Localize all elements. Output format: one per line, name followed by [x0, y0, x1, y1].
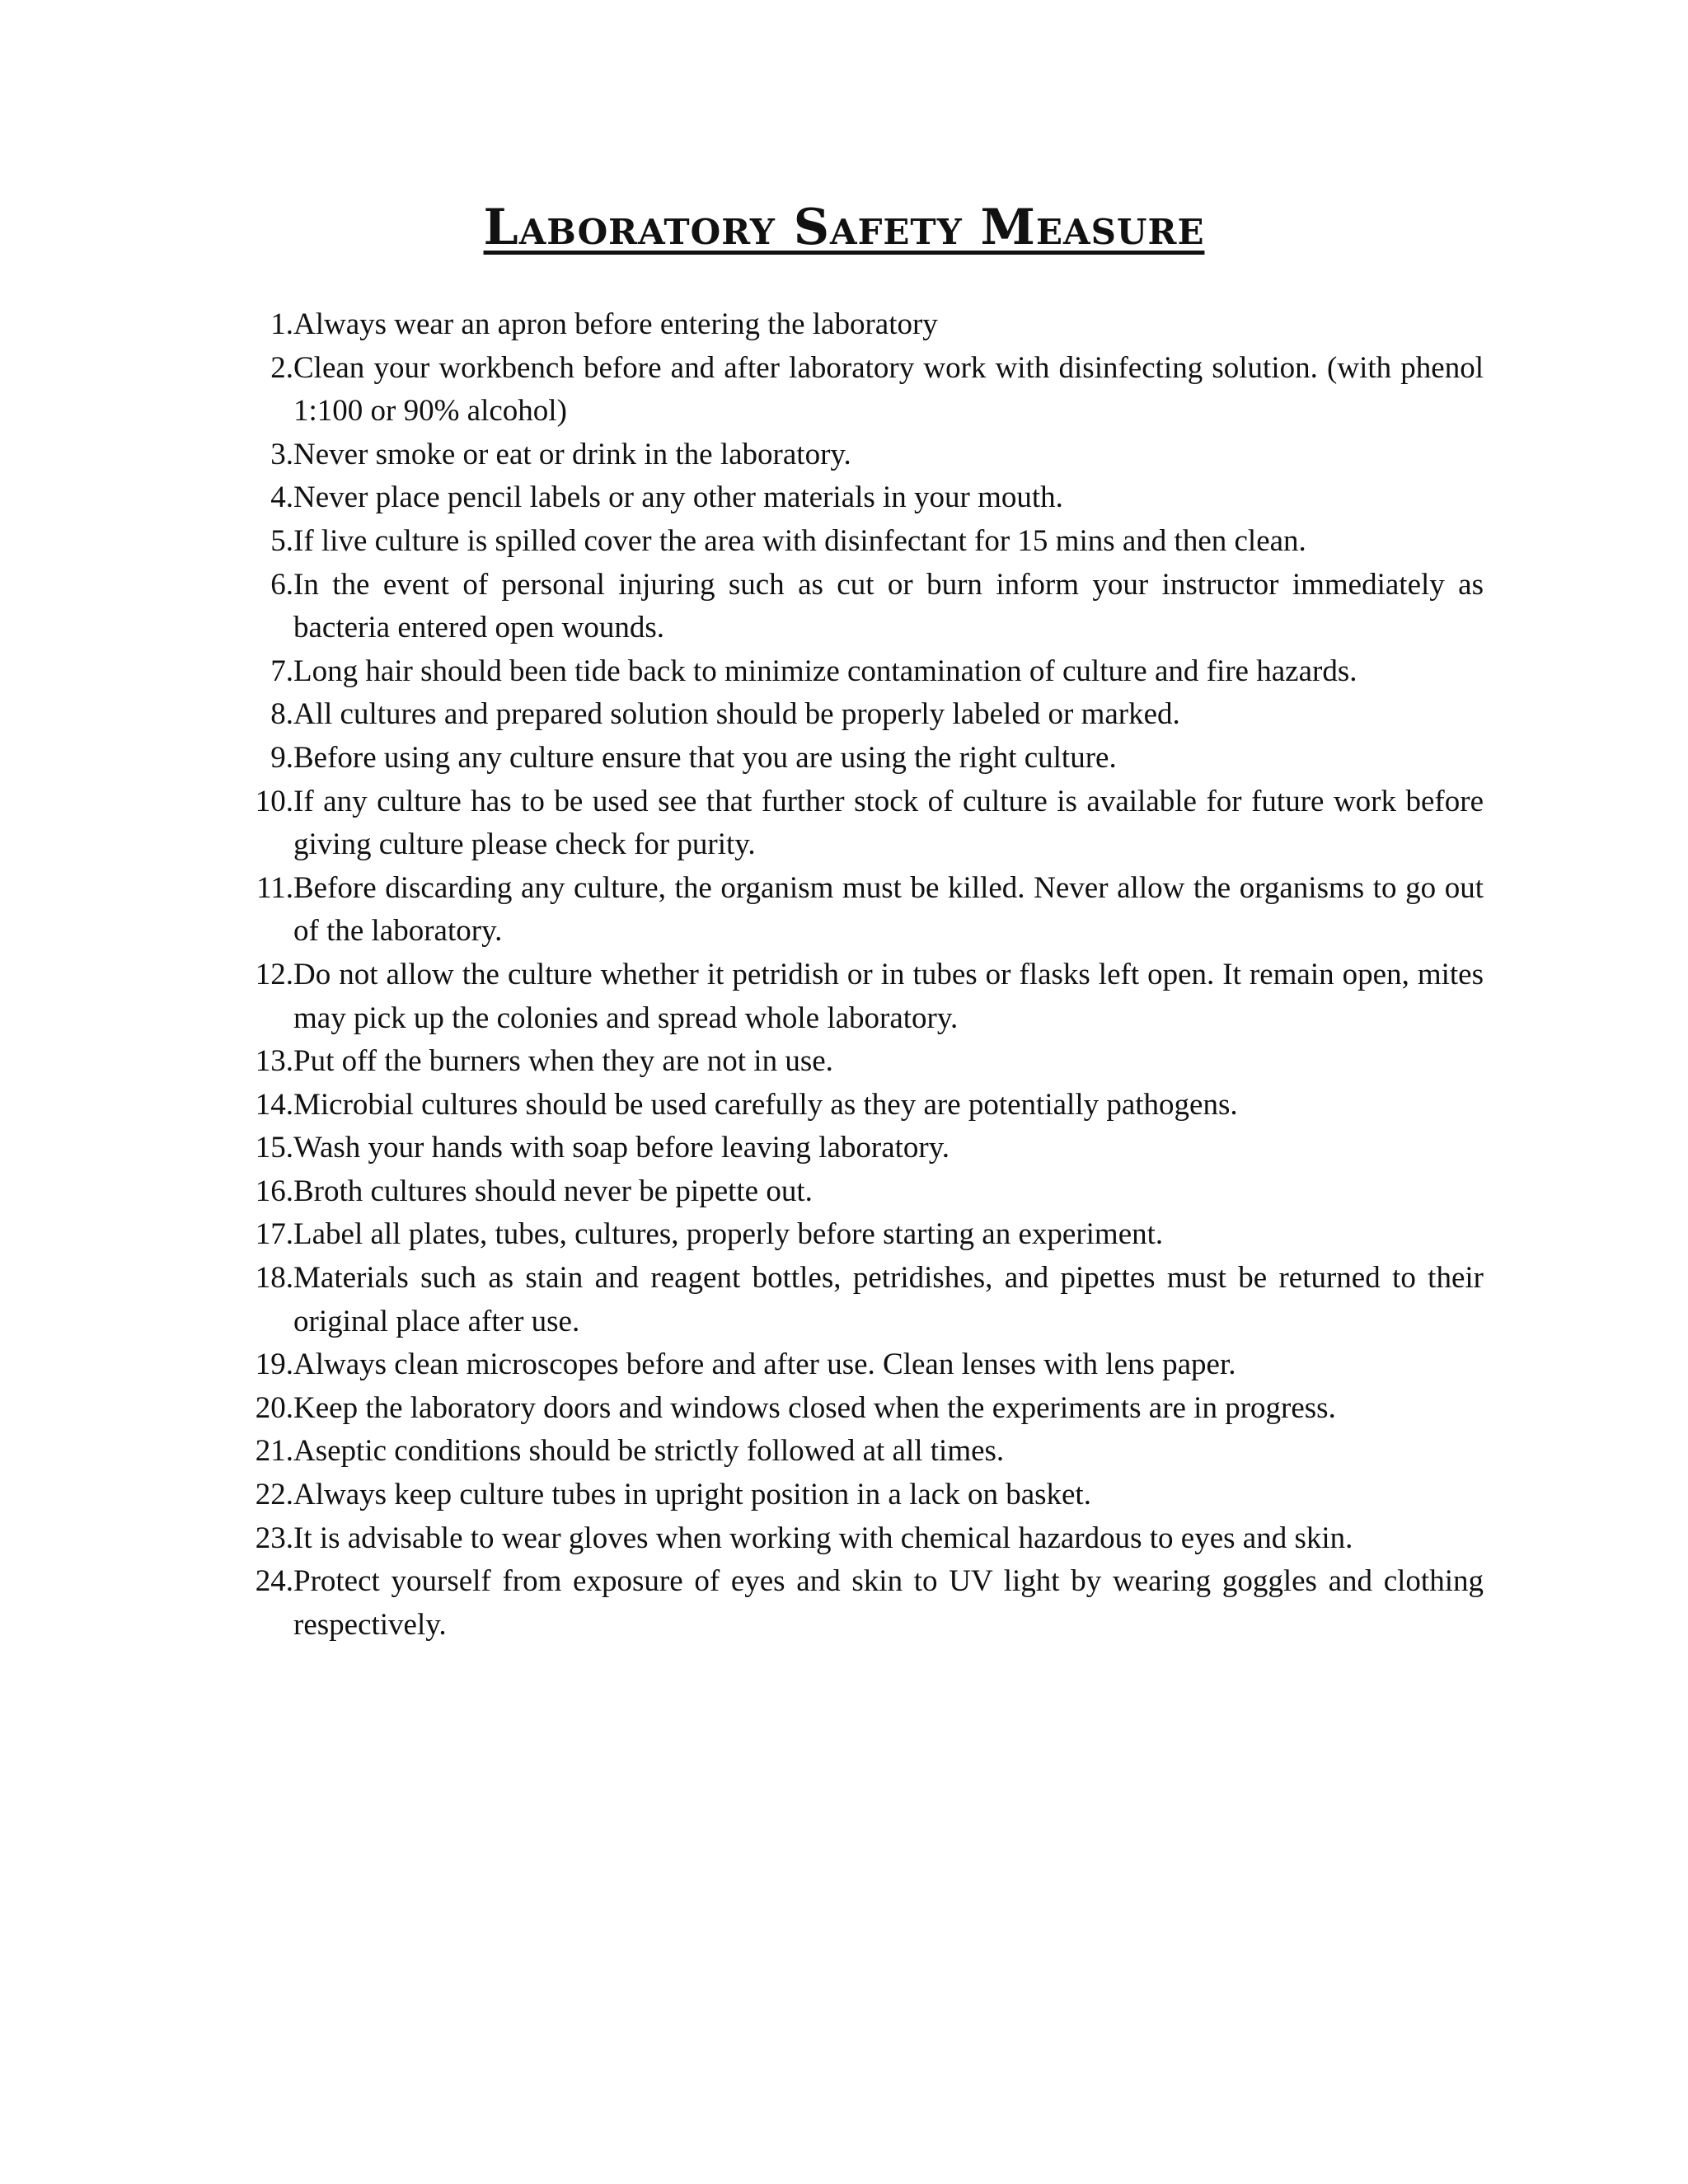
list-item: [231, 1127, 1484, 1170]
list-item-text: Materials such as stain and reagent bottles, petridishes, and pipettes must be returned to their original place after use.: [293, 1261, 1484, 1338]
list-item-text: Never place pencil labels or any other materials in your mouth.: [293, 480, 1063, 515]
list-item-text: Broth cultures should never be pipette out.: [293, 1174, 813, 1208]
list-item: [231, 1517, 1484, 1561]
list-item-text: Always clean microscopes before and after use. Clean lenses with lens paper.: [293, 1347, 1236, 1382]
page-title: [0, 194, 1688, 260]
list-item-text: Clean your workbench before and after laboratory work with disinfecting solution. (with phenol 1:100 or 90% alcohol): [293, 350, 1484, 429]
list-item-number: 16.: [255, 1174, 293, 1208]
list-item: [231, 1343, 1484, 1387]
list-item: [231, 867, 1484, 954]
list-item-text: Wash your hands with soap before leaving laboratory.: [293, 1131, 950, 1165]
list-item-number: 7.: [270, 654, 293, 688]
list-item-number: 15.: [255, 1131, 293, 1165]
list-item-text: Before using any culture ensure that you are using the right culture.: [293, 740, 1117, 775]
list-item: [231, 1040, 1484, 1084]
list-item-number: 1.: [270, 307, 293, 341]
list-item: [231, 954, 1484, 1040]
list-item: [231, 780, 1484, 867]
list-item-text: Protect yourself from exposure of eyes and skin to UV light by wearing goggles and clothing respectively.: [293, 1564, 1484, 1642]
list-item: [231, 434, 1484, 477]
list-item: [231, 476, 1484, 520]
list-item-number: 24.: [255, 1564, 293, 1599]
list-item-text: Do not allow the culture whether it petridish or in tubes or flasks left open. It remain open, mites may pick up the colonies and spread whole laboratory.: [293, 957, 1484, 1035]
list-item: [231, 650, 1484, 694]
list-item-number: 8.: [270, 697, 293, 732]
list-item: [231, 737, 1484, 780]
list-item-text: Always wear an apron before entering the laboratory: [293, 307, 938, 341]
list-item-text: All cultures and prepared solution should be properly labeled or marked.: [293, 697, 1180, 732]
list-item-number: 14.: [255, 1087, 293, 1122]
list-item: [231, 1560, 1484, 1647]
list-item-text: Long hair should been tide back to minimize contamination of culture and fire hazards.: [293, 654, 1357, 688]
list-item: [231, 693, 1484, 737]
list-item: [231, 1474, 1484, 1517]
list-item-text: Never smoke or eat or drink in the laboratory.: [293, 437, 851, 471]
list-item-text: Keep the laboratory doors and windows closed when the experiments are in progress.: [293, 1390, 1336, 1425]
list-item-text: Before discarding any culture, the organism must be killed. Never allow the organisms to go out of the laboratory.: [293, 870, 1484, 949]
list-item-number: 6.: [270, 567, 293, 602]
page-title-text: Laboratory Safety Measure: [483, 199, 1205, 256]
list-item: [231, 1084, 1484, 1127]
list-item: [231, 1213, 1484, 1257]
list-item-text: Label all plates, tubes, cultures, properly before starting an experiment.: [293, 1217, 1164, 1252]
list-item-text: In the event of personal injuring such as cut or burn inform your instructor immediately as bacteria entered open wounds.: [293, 567, 1484, 645]
list-item: [231, 564, 1484, 650]
safety-measures-list: [231, 303, 1484, 1647]
list-item-text: Put off the burners when they are not in use.: [293, 1044, 833, 1079]
list-item-text: If any culture has to be used see that further stock of culture is available for future work before giving culture please check for purity.: [293, 784, 1484, 862]
list-item: [231, 1387, 1484, 1431]
list-item-number: 17.: [255, 1217, 293, 1252]
list-item-number: 12.: [255, 957, 293, 991]
list-item: [231, 1430, 1484, 1474]
list-item: [231, 1170, 1484, 1214]
list-item-number: 10.: [255, 784, 293, 818]
list-item: [231, 347, 1484, 434]
list-item-number: 21.: [255, 1434, 293, 1469]
list-item-text: Always keep culture tubes in upright position in a lack on basket.: [293, 1478, 1091, 1512]
list-item-number: 19.: [255, 1347, 293, 1382]
list-item-number: 4.: [270, 480, 293, 515]
list-item-number: 22.: [255, 1478, 293, 1512]
list-item-number: 18.: [255, 1261, 293, 1296]
list-item: [231, 1257, 1484, 1343]
list-item-text: It is advisable to wear gloves when working with chemical hazardous to eyes and skin.: [293, 1521, 1353, 1555]
list-item-number: 23.: [255, 1521, 293, 1555]
list-item: [231, 520, 1484, 564]
list-item-number: 13.: [255, 1044, 293, 1079]
list-item-text: Aseptic conditions should be strictly followed at all times.: [293, 1434, 1005, 1469]
list-item-number: 9.: [270, 740, 293, 775]
list-item-text: If live culture is spilled cover the area with disinfectant for 15 mins and then clean.: [293, 523, 1306, 558]
list-item-number: 3.: [270, 437, 293, 471]
list-item-number: 5.: [270, 523, 293, 558]
list-item: [231, 303, 1484, 347]
list-item-text: Microbial cultures should be used carefully as they are potentially pathogens.: [293, 1087, 1238, 1122]
list-item-number: 20.: [255, 1390, 293, 1425]
list-item-number: 2.: [270, 350, 293, 385]
list-item-number: 11.: [256, 870, 293, 905]
